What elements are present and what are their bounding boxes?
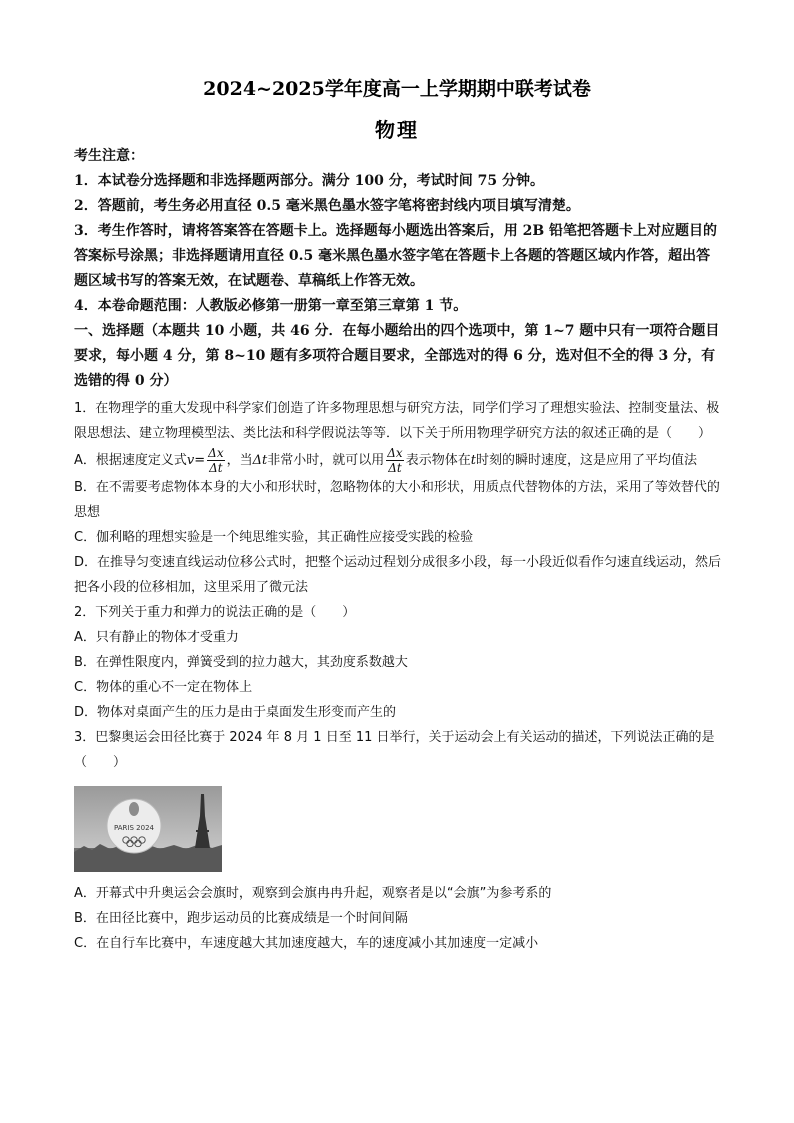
fraction-numerator: Δx: [387, 446, 403, 460]
option-d: D．物体对桌面产生的压力是由于桌面发生形变而产生的: [74, 705, 397, 720]
option-a-text: 时刻的瞬时速度，这是应用了平均值法: [475, 453, 697, 468]
option-b: B．在弹性限度内，弹簧受到的拉力越大，其劲度系数越大: [74, 655, 408, 670]
option-a-text: 表示物体在: [405, 453, 471, 468]
option-a-text: ，当: [226, 453, 253, 468]
option-a: [74, 446, 724, 475]
option-b: B．在田径比赛中，跑步运动员的比赛成绩是一个时间间隔: [74, 911, 408, 926]
exam-title: 2024~2025学年度高一上学期期中联考试卷: [203, 78, 591, 100]
option-d: D．在推导匀变速直线运动位移公式时，把整个运动过程划分成很多小段，每一小段近似看作匀速直线运动，然后把各小段的位移相加，这里采用了微元法: [74, 555, 722, 595]
note-item: 4．本卷命题范围：人教版必修第一册第一章至第三章第 1 节。: [74, 298, 468, 314]
paris-2024-label: PARIS 2024: [114, 824, 154, 832]
questions: [74, 396, 724, 956]
delta-t-symbol: Δt: [252, 453, 268, 468]
question-1: [74, 396, 724, 600]
option-a-text: A．根据速度定义式: [74, 453, 187, 468]
option-b: B．在不需要考虑物体本身的大小和形状时，忽略物体的大小和形状，用质点代替物体的方法，采用了等效替代的思想: [74, 480, 720, 520]
question-stem: 1．在物理学的重大发现中科学家们创造了许多物理思想与研究方法，同学们学习了理想实验法、控制变量法、极限思想法、建立物理模型法、类比法和科学假说法等等．以下关于所用物理学研究方法的叙述正确的是（ ）: [74, 401, 720, 441]
fraction-denominator: Δt: [388, 461, 402, 475]
velocity-fraction: [207, 446, 224, 475]
note-item: 3．考生作答时，请将答案答在答题卡上。选择题每小题选出答案后，用 2B 铅笔把答题卡上对应题目的答案标号涂黑；非选择题请用直径 0.5 毫米黑色墨水签字笔在答题卡上各题的答题区域内作答，超出答题区域书写的答案无效，在试题卷、草稿纸上作答无效。: [74, 223, 718, 289]
option-a: A．开幕式中升奥运会会旗时，观察到会旗冉冉升起，观察者是以“会旗”为参考系的: [74, 886, 552, 901]
option-c: C．物体的重心不一定在物体上: [74, 680, 253, 695]
velocity-fraction: [386, 446, 403, 475]
fraction-denominator: Δt: [209, 461, 223, 475]
question-2: [74, 600, 724, 725]
candidate-notes: [74, 144, 724, 394]
notes-heading: 考生注意：: [74, 148, 144, 164]
option-c: C．伽利略的理想实验是一个纯思维实验，其正确性应接受实践的检验: [74, 530, 474, 545]
section-heading: 一、选择题（本题共 10 小题，共 46 分．在每小题给出的四个选项中，第 1~7 题中只有一项符合题目要求，每小题 4 分，第 8~10 题有多项符合题目要求，全部选对的得 6 分，选对但不全的得 3 分，有选错的得 0 分）: [74, 323, 720, 389]
question-stem: 3．巴黎奥运会田径比赛于 2024 年 8 月 1 日至 11 日举行，关于运动会上有关运动的描述，下列说法正确的是（ ）: [74, 730, 715, 770]
note-item: 2．答题前，考生务必用直径 0.5 毫米黑色墨水签字笔将密封线内项目填写清楚。: [74, 198, 580, 214]
question-3: [74, 725, 724, 956]
note-item: 1．本试卷分选择题和非选择题两部分。满分 100 分，考试时间 75 分钟。: [74, 173, 544, 189]
velocity-symbol: v: [186, 453, 195, 468]
fraction-numerator: Δx: [208, 446, 224, 460]
question-stem: 2．下列关于重力和弹力的说法正确的是（ ）: [74, 605, 356, 620]
option-a: A．只有静止的物体才受重力: [74, 630, 239, 645]
paris-olympics-photo: [74, 786, 222, 872]
option-c: C．在自行车比赛中，车速度越大其加速度越大，车的速度减小其加速度一定减小: [74, 936, 539, 951]
subject-title: 物理: [375, 118, 419, 142]
equals-sign: =: [194, 453, 206, 468]
option-a-text: 非常小时，就可以用: [267, 453, 385, 468]
time-symbol: t: [470, 453, 476, 468]
